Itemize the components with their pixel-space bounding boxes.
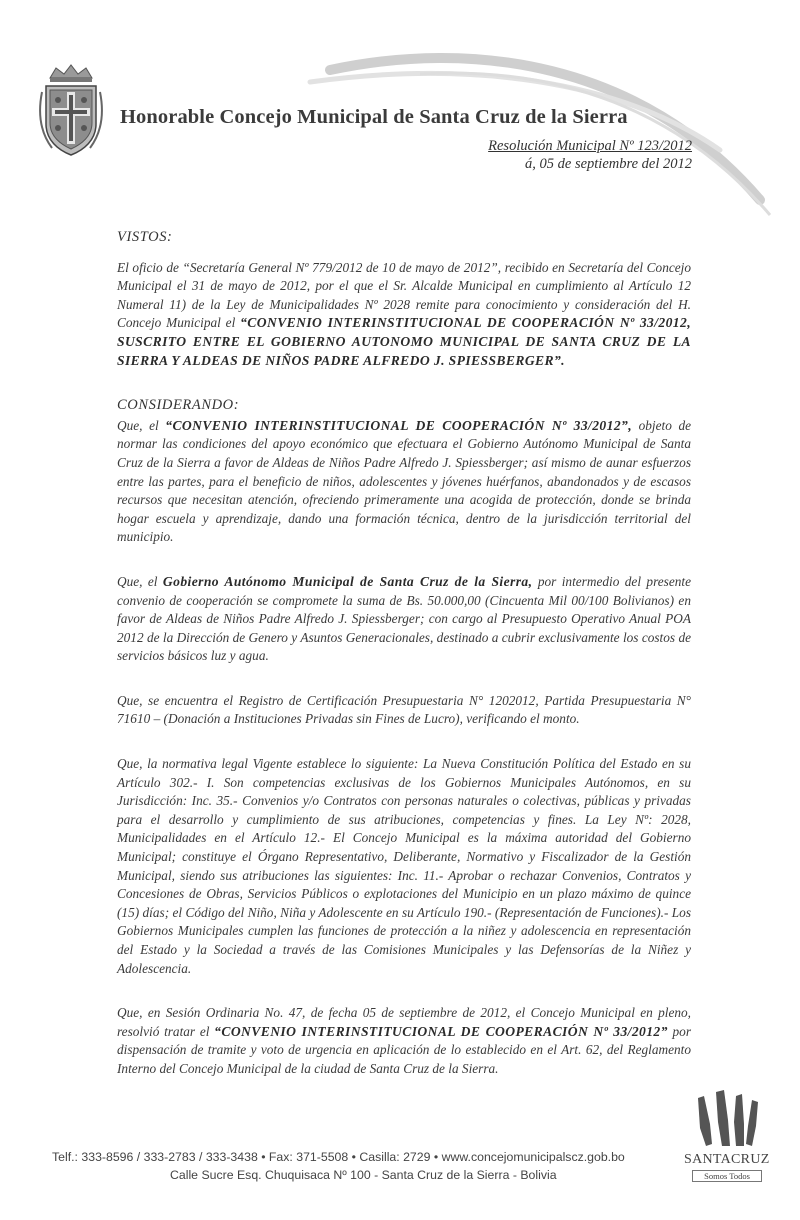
considerando-paragraph-1 xyxy=(117,417,691,547)
vistos-text: El oficio de “Secretaría General Nº 779/2012 de 10 de mayo de 2012”, recibido en Secretaría del Concejo Municipal el 31 de mayo de 2012, por el que el Sr. Alcalde Municipal en cumplimiento al Artículo 12 Numeral 11) de la Ley de Municipalidades Nº 2028 remite para conocimiento y consideración del H. Concejo Municipal el xyxy=(117,259,691,331)
p5-prefix: Que, en Sesión Ordinaria No. 47, de fecha 05 de septiembre de 2012, el Concejo Municipal en pleno, resolvió tratar el xyxy=(117,1005,691,1039)
considerando-heading: CONSIDERANDO: xyxy=(117,397,240,414)
logo-tagline: Somos Todos xyxy=(692,1170,762,1182)
considerando-paragraph-4: Que, la normativa legal Vigente establece lo siguiente: La Nueva Constitución Política del Estado en su Artículo 302.- I. Son competencias exclusivas de los Gobiernos Municipales Autónomos, en su Jurisdicción: Inc. 35.- Convenios y/o Contratos con personas naturales o colectivas, públicas y privadas para el desarrollo y cumplimiento de sus atribuciones, competencias y fines. La Ley Nº: 2028, Municipalidades en el Artículo 12.- El Concejo Municipal es la máxima autoridad del Gobierno Municipal; constituye el Órgano Representativo, Deliberante, Normativo y Fiscalizador de la Gestión Municipal, siendo sus atribuciones las siguientes: Inc. 11.- Aprobar o rechazar Convenios, Contratos y Concesiones de Obras, Servicios Públicos o explotaciones del Municipio en un plazo máximo de quince (15) días; el Código del Niño, Niña y Adolescente en su Artículo 190.- (Representación de Funciones).- Los Gobiernos Municipales cumplen las funciones de protección a la niñez y adolescencia en representación del Estado y la Sociedad a través de las Comisiones Municipales y las Defensorías de la Niñez y Adolescencia. xyxy=(117,756,691,976)
considerando-paragraph-3: Que, se encuentra el Registro de Certificación Presupuestaria N° 1202012, Partida Presupuestaria N° 71610 – (Donación a Instituciones Privadas sin Fines de Lucro), verificando el monto. xyxy=(117,692,691,727)
raised-hands-icon xyxy=(684,1088,768,1152)
resolution-number: Resolución Municipal Nº 123/2012 xyxy=(488,138,692,154)
p2-bold: Gobierno Autónomo Municipal de Santa Cruz de la Sierra, xyxy=(162,573,533,589)
footer-contact-line: Telf.: 333-8596 / 333-2783 / 333-3438 • Fax: 371-5508 • Casilla: 2729 • www.concejomunicipalscz.gob.bo xyxy=(52,1150,625,1164)
p1-bold: “CONVENIO INTERINSTITUCIONAL DE COOPERACIÓN Nº 33/2012”, xyxy=(165,417,633,433)
p1-text: objeto de normar las condiciones del apoyo económico que efectuara el Gobierno Autónomo Municipal de Santa Cruz de la Sierra a favor de Aldeas de Niños Padre Alfredo J. Spiessberger; así mismo de aunar esfuerzos entre las partes, para el beneficio de niños, adolescentes y jóvenes huérfanos, abandonados y de escasos recursos que necesitan atención, ofreciendo primeramente una acogida de protección, donde se brinda hogar escuela y aprendizaje, dando una formación técnica, dentro de la jurisdicción territorial del municipio. xyxy=(117,417,691,545)
resolution-block xyxy=(488,137,692,173)
organization-title: Honorable Concejo Municipal de Santa Cruz de la Sierra xyxy=(120,106,628,128)
logo-brand-text: SANTACRUZ xyxy=(684,1152,770,1167)
p2-prefix: Que, el xyxy=(117,573,163,589)
vistos-paragraph xyxy=(117,259,691,371)
p5-bold: “CONVENIO INTERINSTITUCIONAL DE COOPERACIÓN Nº 33/2012” xyxy=(214,1023,668,1039)
resolution-date: á, 05 de septiembre del 2012 xyxy=(525,156,692,172)
document-body xyxy=(117,228,691,1079)
footer-address-line: Calle Sucre Esq. Chuquisaca Nº 100 - Santa Cruz de la Sierra - Bolivia xyxy=(170,1168,557,1182)
p5-text: por dispensación de tramite y voto de urgencia en aplicación de lo establecido en el Art. 62, del Reglamento Interno del Concejo Municipal de la ciudad de Santa Cruz de la Sierra. xyxy=(117,1023,692,1076)
coat-of-arms-emblem xyxy=(38,62,104,158)
vistos-bold-title: “CONVENIO INTERINSTITUCIONAL DE COOPERACIÓN Nº 33/2012, SUSCRITO ENTRE EL GOBIERNO AUTONOMO MUNICIPAL DE SANTA CRUZ DE LA SIERRA Y ALDEAS DE NIÑOS PADRE ALFREDO J. SPIESSBERGER”. xyxy=(117,315,691,368)
p2-text: por intermedio del presente convenio de cooperación se compromete la suma de Bs. 50.000,00 (Cincuenta Mil 00/100 Bolivianos) en favor de Aldeas de Niños Padre Alfredo J. Spiessberger; con cargo al Presupuesto Operativo Anual POA 2012 de la Dirección de Genero y Asuntos Generacionales, destinado a cubrir exclusivamente los costos de servicios básicos luz y agua. xyxy=(117,573,691,664)
vistos-heading: VISTOS: xyxy=(117,229,173,245)
santa-cruz-logo xyxy=(684,1088,768,1184)
considerando-paragraph-5 xyxy=(117,1004,691,1078)
p1-prefix: Que, el xyxy=(117,417,166,433)
considerando-paragraph-2 xyxy=(117,573,691,666)
